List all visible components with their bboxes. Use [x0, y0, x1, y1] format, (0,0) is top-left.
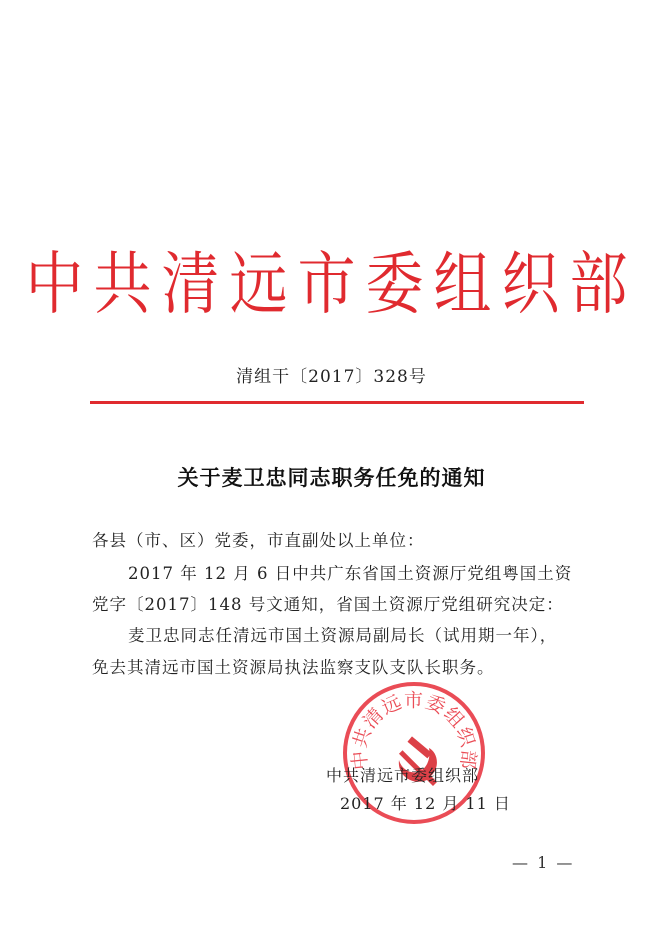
svg-text:中共清远市委组织部 [348, 689, 479, 771]
notice-title: 关于麦卫忠同志职务任免的通知 [177, 465, 486, 490]
salutation: 各县（市、区）党委，市直副处以上单位： [92, 531, 425, 550]
paragraph-1-line-2: 党字〔2017〕148 号文通知，省国土资源厅党组研究决定： [92, 595, 564, 614]
signature-organization: 中共清远市委组织部 [326, 766, 480, 785]
page-number: — 1 — [512, 853, 575, 872]
red-divider-rule [90, 401, 584, 404]
document-number: 清组干〔2017〕328号 [236, 367, 427, 387]
paragraph-2-line-2: 免去其清远市国土资源局执法监察支队支队长职务。 [92, 658, 495, 677]
paragraph-1-line-1: 2017 年 12 月 6 日中共广东省国土资源厅党组粤国土资 [128, 564, 573, 583]
organization-header: 中共清远市委组织部 [25, 243, 638, 324]
seal-arc-text: 中共清远市委组织部 [348, 689, 480, 771]
paragraph-2-line-1: 麦卫忠同志任清远市国土资源局副局长（试用期一年）， [128, 626, 558, 645]
signature-date: 2017 年 12 月 11 日 [340, 794, 511, 813]
